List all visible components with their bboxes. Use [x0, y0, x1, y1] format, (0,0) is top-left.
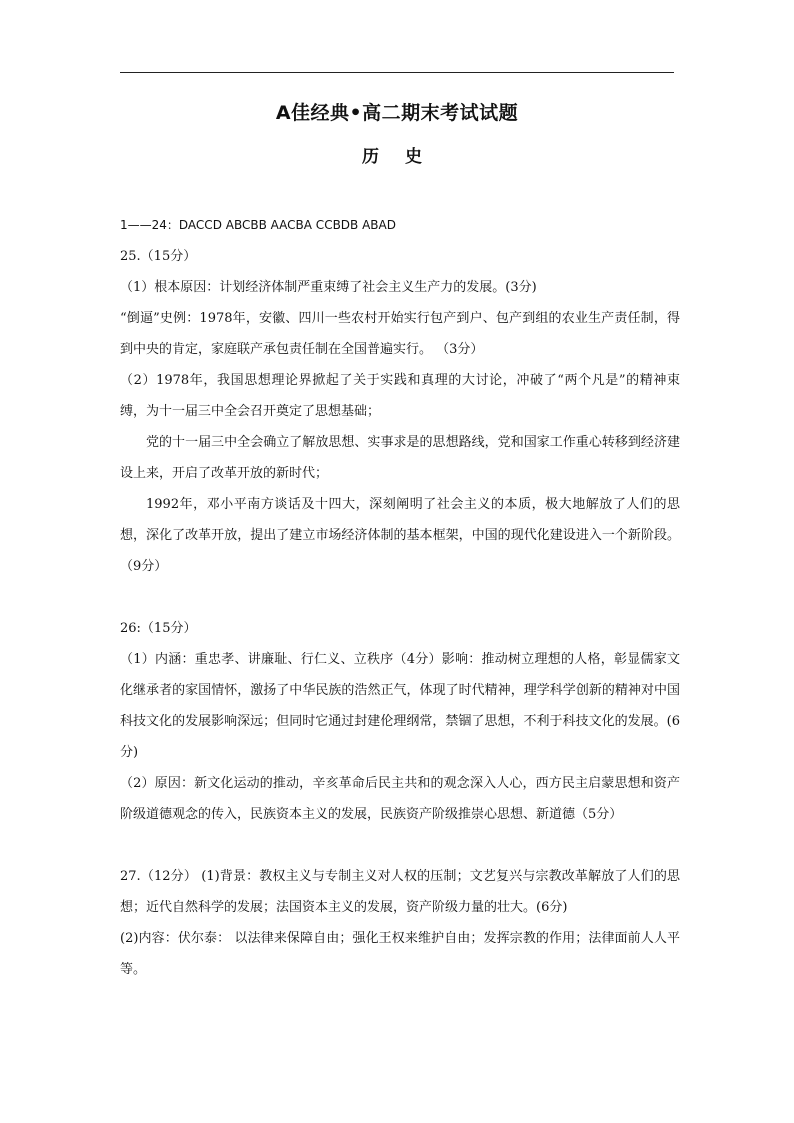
spacer [120, 830, 680, 861]
q25-part2: （2）1978年，我国思想理论界掀起了关于实践和真理的大讨论，冲破了“两个凡是”的精神束缚，为十一届三中全会召开奠定了思想基础； [120, 373, 680, 419]
q25-heading: 25.（15分） [120, 249, 197, 264]
header-rule [120, 72, 674, 73]
answer-key [120, 210, 680, 985]
choice-answers: 1——24：DACCD ABCBB AACBA CCBDB ABAD [120, 218, 396, 232]
q25-part2-1992: 1992年，邓小平南方谈话及十四大，深刻阐明了社会主义的本质，极大地解放了人们的思想，深化了改革开放，提出了建立市场经济体制的基本框架，中国的现代化建设进入一个新阶段。 （9分） [120, 497, 680, 574]
q27-part2: (2)内容：伏尔泰： 以法律来保障自由；强化王权来维护自由；发挥宗教的作用；法律面前人人平等。 [120, 931, 680, 977]
q26-part2: （2）原因：新文化运动的推动，辛亥革命后民主共和的观念深入人心，西方民主启蒙思想和资产阶级道德观念的传入，民族资本主义的发展，民族资产阶级推崇心思想、新道德（5分） [120, 776, 680, 822]
exam-subject: 历 史 [362, 147, 432, 167]
q25-part2-plenum: 党的十一届三中全会确立了解放思想、实事求是的思想路线，党和国家工作重心转移到经济建设上来，开启了改革开放的新时代； [120, 435, 680, 481]
q25-part1: （1）根本原因：计划经济体制严重束缚了社会主义生产力的发展。(3分) [120, 280, 537, 295]
q26-heading: 26:（15分） [120, 621, 197, 636]
exam-title: A佳经典•高二期末考试试题 [275, 102, 519, 124]
spacer [120, 582, 680, 613]
q26-part1: （1）内涵：重忠孝、讲廉耻、行仁义、立秩序（4分）影响：推动树立理想的人格，彰显儒家文化继承者的家国情怀，激扬了中华民族的浩然正气，体现了时代精神，理学科学创新的精神对中国科技文化的发展影响深远；但同时它通过封建伦理纲常，禁锢了思想，不利于科技文化的发展。(6分) [120, 652, 680, 760]
q27-part1: 27.（12分） (1)背景：教权主义与专制主义对人权的压制；文艺复兴与宗教改革解放了人们的思想；近代自然科学的发展；法国资本主义的发展，资产阶级力量的壮大。(6分) [120, 869, 680, 915]
q25-example: “倒逼”史例：1978年，安徽、四川一些农村开始实行包产到户、包产到组的农业生产责任制，得到中央的肯定，家庭联产承包责任制在全国普遍实行。 （3分） [120, 311, 680, 357]
